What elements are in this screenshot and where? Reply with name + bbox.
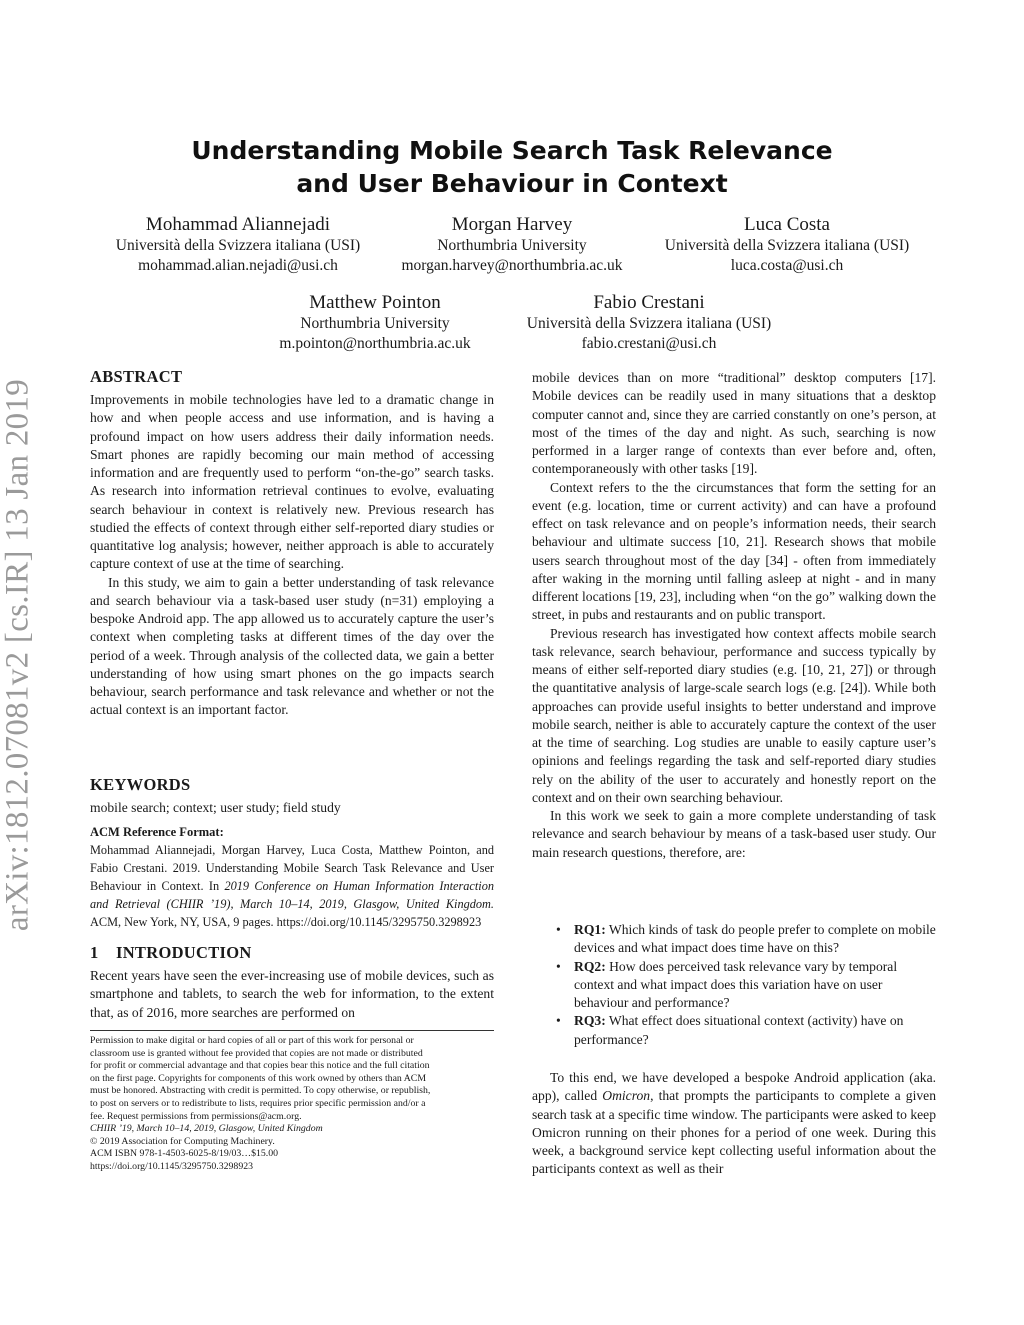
footnote-doi[interactable]: https://doi.org/10.1145/3295750.3298923 xyxy=(90,1160,254,1172)
abstract-paragraph-2: In this study, we aim to gain a better understanding of task relevance and search behaviour via a task-based user study (n=31) employing a bespoke Android app. The app allowed us to accurately capture the user’s context when completing tasks at different times of the day over the period of a week. Through analysis of the collected data, we gain a better understanding of how using smart phones on the go impacts search behaviour, search performance and task relevance and whether or not the actual context is an important factor. xyxy=(90,574,494,718)
intro-p4: In this work we seek to gain a more complete understanding of task relevance and search behaviour by means of a task-based user study. Our main research questions, therefore, are: xyxy=(532,808,936,860)
title-line-1: Understanding Mobile Search Task Relevance xyxy=(191,136,833,165)
footnote-line: Permission to make digital or hard copies of all or part of this work for personal or xyxy=(90,1035,414,1046)
footnote-isbn: ACM ISBN 978-1-4503-6025-8/19/03…$15.00 xyxy=(90,1148,279,1160)
author-affiliation: Università della Svizzera italiana (USI) xyxy=(526,315,772,332)
arxiv-id: arXiv:1812.07081v2 [cs.IR] 13 Jan 2019 xyxy=(0,378,36,932)
paper-title xyxy=(150,134,874,200)
rq-label: RQ1: xyxy=(574,922,606,937)
right-column-text xyxy=(532,369,936,862)
author-email[interactable]: luca.costa@usi.ch xyxy=(730,257,844,274)
acm-reference-label: ACM Reference Format: xyxy=(90,825,224,839)
bullet-icon: • xyxy=(556,958,561,974)
author-email[interactable]: fabio.crestani@usi.ch xyxy=(581,335,717,352)
author-name: Morgan Harvey xyxy=(451,214,573,235)
bullet-icon: • xyxy=(556,1013,561,1029)
acm-ref-venue: 2019 Conference on Human Information Interaction and Retrieval (CHIIR ’19), March 10–14, 2019, Glasgow, United Kingdom. xyxy=(90,879,494,911)
abstract-body xyxy=(90,391,494,720)
acm-reference-text xyxy=(90,841,494,931)
acm-ref-authors: Mohammad Aliannejadi, Morgan Harvey, Luca Costa, Matthew Pointon, and Fabio Crestani. 2019. Understanding Mobile Search Task Relevance and User Behaviour in Context. In xyxy=(90,843,494,893)
title-line-2: and User Behaviour in Context xyxy=(296,169,728,198)
footnote-line: classroom use is granted without fee provided that copies are not made or distributed xyxy=(90,1047,423,1059)
research-question-item xyxy=(556,921,936,958)
research-question-item xyxy=(556,1012,936,1049)
introduction-paragraph-1 xyxy=(90,967,494,1022)
abstract-heading: ABSTRACT xyxy=(90,367,183,386)
rq-text: What effect does situational context (activity) have on performance? xyxy=(574,1013,904,1047)
p5-text-after: , that prompts the participants to complete a given search task at a specific time window. The participants were asked to keep Omicron running on their phones for a period of one week. During this week, a background service kept collecting useful information about the participants context as well as their xyxy=(532,1088,936,1177)
section-number: 1 xyxy=(90,943,99,962)
p5-text-before: To this end, we have developed a bespoke Android application (aka. app), called xyxy=(532,1070,936,1104)
research-questions-list xyxy=(556,921,936,1049)
intro-p2: Context refers to the the circumstances that form the setting for an event (e.g. location, time or current activity) and can have a profound effect on task relevance and on people’s information needs, their search behaviour and ultimate success [10, 21]. Research shows that mobile users search throughout most of the day [34] - often from immediately after waking in the morning until falling asleep at night - and in many different locations [19, 23], including when “on the go” walking down the street, in pubs and restaurants and on public transport. xyxy=(532,479,936,623)
author-block xyxy=(279,292,470,354)
author-affiliation: Northumbria University xyxy=(300,315,450,332)
footnote-line: to post on servers or to redistribute to lists, requires prior specific permission and/or a xyxy=(90,1097,426,1109)
footnote-line: for profit or commercial advantage and that copies bear this notice and the full citation xyxy=(90,1060,430,1072)
author-name: Fabio Crestani xyxy=(593,292,705,313)
footnote-line: must be honored. Abstracting with credit is permitted. To copy otherwise, or republish, xyxy=(90,1085,431,1097)
section-title: INTRODUCTION xyxy=(116,943,252,962)
footnote-copyright: © 2019 Association for Computing Machinery. xyxy=(90,1135,275,1147)
author-affiliation: Università della Svizzera italiana (USI) xyxy=(664,237,910,254)
app-name: Omicron xyxy=(602,1088,651,1104)
intro-paragraph-5 xyxy=(532,1069,936,1179)
author-name: Mohammad Aliannejadi xyxy=(145,214,331,235)
footnote-line: on the first page. Copyrights for components of this work owned by others than ACM xyxy=(90,1072,427,1084)
rq-text: Which kinds of task do people prefer to complete on mobile devices and what impact does time have on this? xyxy=(574,922,936,956)
author-affiliation: Northumbria University xyxy=(437,237,587,254)
author-email[interactable]: m.pointon@northumbria.ac.uk xyxy=(279,335,471,352)
keywords-heading: KEYWORDS xyxy=(90,775,191,794)
author-name: Matthew Pointon xyxy=(309,292,441,313)
intro-p1: Recent years have seen the ever-increasing use of mobile devices, such as smartphone and tablets, to search the web for information, to the extent that, as of 2016, more searches are performed on xyxy=(90,968,494,1020)
intro-p5 xyxy=(532,1069,936,1179)
intro-p1-continued: mobile devices than on more “traditional” desktop computers [17]. Mobile devices can be readily used in many situations that a desktop computer cannot and, since they are carried constantly on one’s person, at most of the times of the day and night. As such, searching is now performed in a larger range of contexts than ever before and, often, contemporaneously with other tasks [19]. xyxy=(532,370,936,477)
author-affiliation: Università della Svizzera italiana (USI) xyxy=(115,237,361,254)
acm-ref-doi: ACM, New York, NY, USA, 9 pages. https://doi.org/10.1145/3295750.3298923 xyxy=(90,915,482,929)
copyright-footnote xyxy=(90,1035,494,1174)
abstract-paragraph-1: Improvements in mobile technologies have led to a dramatic change in how and when people access and use information, and is having a profound impact on how users address their daily information needs. Smart phones are rapidly becoming our main method of accessing information and are frequently used to perform “on-the-go” search tasks. As research into information retrieval continues to evolve, evaluating search behaviour in context is relatively new. Previous research has studied the effects of context through either self-reported diary studies or quantitative log analysis; however, neither approach is able to accurately capture context of use at the time of searching. xyxy=(90,392,494,572)
rq-text: How does perceived task relevance vary by temporal context and what impact does this variation have on user behaviour and performance? xyxy=(574,958,898,1010)
footnote-divider xyxy=(90,1030,494,1031)
footnote-line: fee. Request permissions from permissions@acm.org. xyxy=(90,1110,302,1122)
author-block xyxy=(527,292,771,354)
rq-label: RQ3: xyxy=(574,1013,606,1029)
intro-p3: Previous research has investigated how context affects mobile search task relevance, search behaviour, performance and success typically by means of either self-reported diary studies (e.g. [10, 21, 27]) or through the quantitative analysis of large-scale search logs (e.g. [24]). While both approaches can provide useful insights to better understand and improve mobile search, neither is able to accurately capture the context of the user at the time of searching. Log studies are unable to easily capture user’s opinions and feelings regarding the task and self-reported diary studies rely on the ability of the user to accurately and honestly report on the context and on their own searching behaviour. xyxy=(532,625,936,805)
author-name: Luca Costa xyxy=(743,214,830,235)
research-question-item xyxy=(556,958,936,1013)
author-email[interactable]: mohammad.alian.nejadi@usi.ch xyxy=(138,257,338,274)
author-block xyxy=(665,214,909,276)
rq-label: RQ2: xyxy=(574,958,606,974)
author-block xyxy=(401,214,622,276)
author-block xyxy=(116,214,360,276)
keywords-text: mobile search; context; user study; field study xyxy=(90,800,341,815)
bullet-icon: • xyxy=(556,922,561,937)
footnote-conference: CHIIR ’19, March 10–14, 2019, Glasgow, United Kingdom xyxy=(90,1123,323,1135)
author-email[interactable]: morgan.harvey@northumbria.ac.uk xyxy=(401,257,623,274)
introduction-heading xyxy=(90,943,252,963)
